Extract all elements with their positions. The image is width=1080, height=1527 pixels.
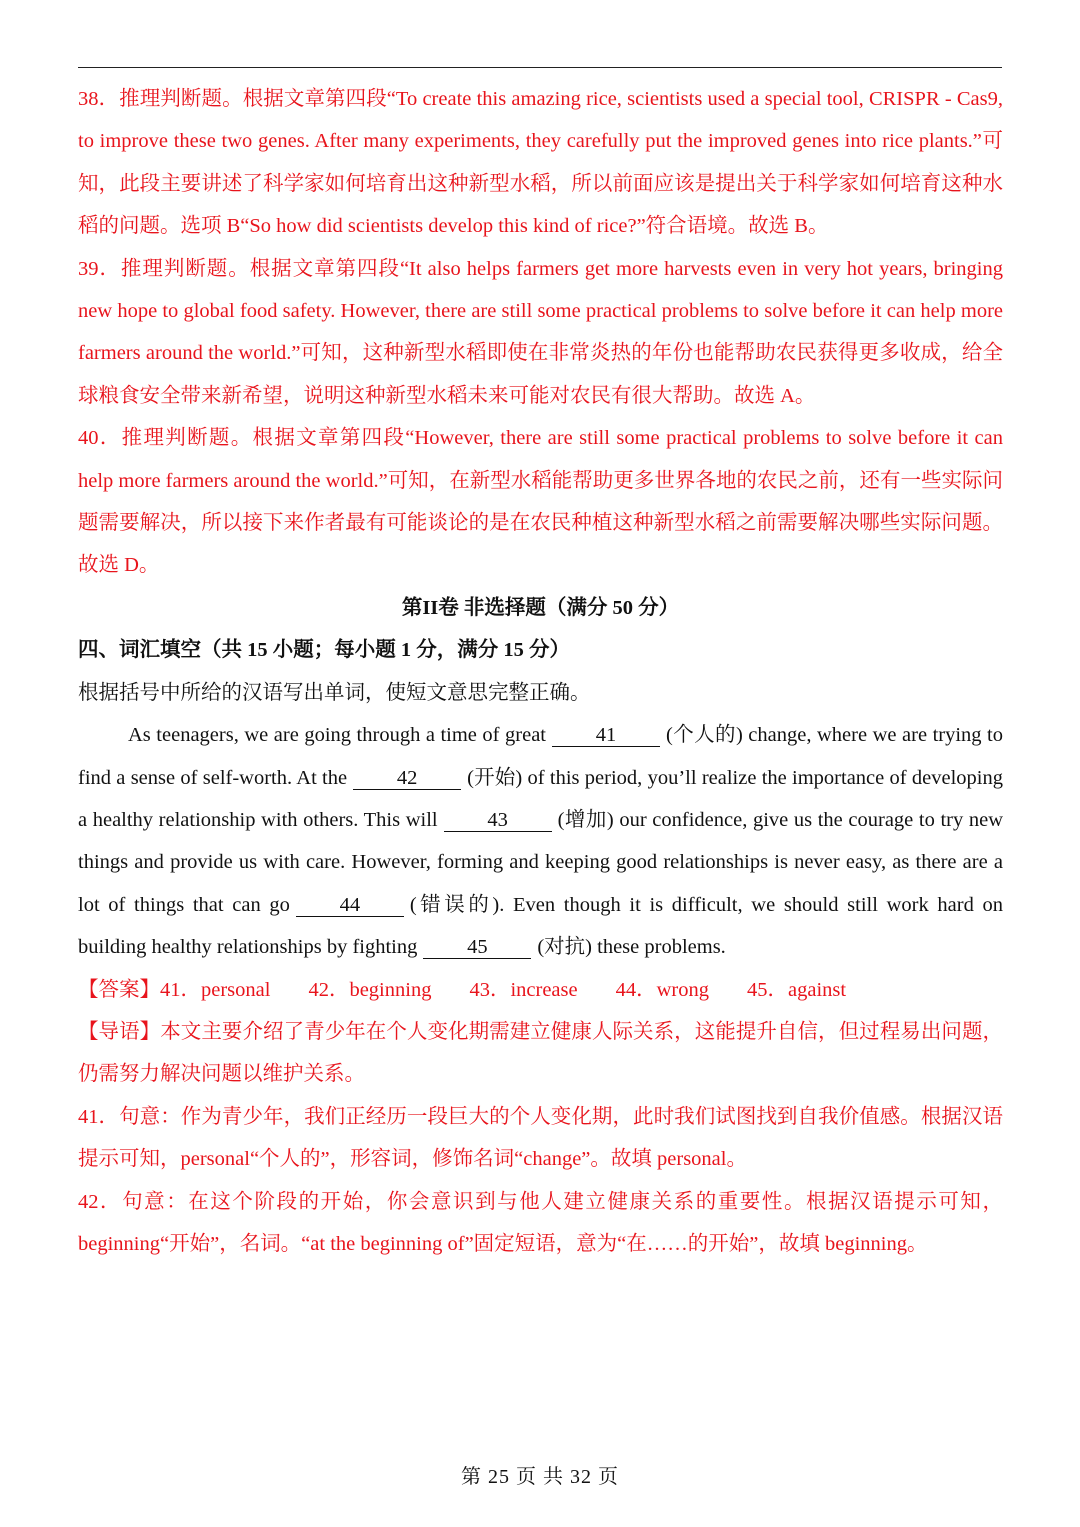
explanation-38: 38．推理判断题。根据文章第四段“To create this amazing rice, scientists used a special tool, CRISPR - Cas9, to improve these two genes. After many experiments, they carefully put the improved genes into rice plants.”可知，此段主要讲述了科学家如何培育出这种新型水稻，所以前面应该是提出关于科学家如何培育这种水稻的问题。选项 B“So how did scientists develop this kind of rice?”符合语境。故选 B。 [78, 88, 1003, 238]
instruction: 根据括号中所给的汉语写出单词，使短文意思完整正确。 [78, 681, 591, 704]
passage-text-4: (增加) our confidence, give us the courage to try new things and provide us with care. However, forming and keeping good relationships is never easy, as there are a lot of things that can go [78, 808, 1004, 916]
page-content [78, 78, 1003, 1265]
blank-44: 44 [296, 894, 404, 917]
blank-42: 42 [353, 767, 461, 790]
answer-41: 41．personal [160, 978, 271, 1001]
answer-line [78, 969, 1003, 1011]
intro-tag: 【导语】 [78, 1020, 161, 1043]
answer-43: 43．increase [469, 978, 578, 1001]
blank-41: 41 [552, 724, 660, 747]
note-42: 42．句意：在这个阶段的开始，你会意识到与他人建立健康关系的重要性。根据汉语提示可知，beginning“开始”，名词。“at the beginning of”固定短语，意为“在……的开始”，故填 beginning。 [78, 1190, 1003, 1255]
passage-text-3: (开始) of this period, you’ll realize the importance of developing a healthy relationship with others. This will [78, 766, 1003, 831]
passage-text-5: (错误的). Even though it is difficult, we should still work hard on building healthy relationships by fighting [78, 893, 1003, 959]
passage-text-1: As teenagers, we are going through a time of great [128, 724, 547, 747]
header-rule [78, 67, 1002, 68]
passage-text-2: (个人的) change, where we are trying to find a sense of self-worth. At the [78, 724, 1004, 789]
intro-paragraph [78, 1011, 1003, 1096]
passage-text-6: (对抗) these problems. [537, 936, 726, 959]
blank-43: 43 [444, 809, 552, 832]
answer-42: 42．beginning [308, 978, 432, 1001]
intro-text: 本文主要介绍了青少年在个人变化期需建立健康人际关系，这能提升自信，但过程易出问题，仍需努力解决问题以维护关系。 [78, 1020, 1004, 1086]
answer-45: 45．against [747, 978, 847, 1001]
blank-45: 45 [423, 936, 531, 959]
note-41: 41．句意：作为青少年，我们正经历一段巨大的个人变化期，此时我们试图找到自我价值感。根据汉语提示可知，personal“个人的”，形容词，修饰名词“change”。故填 personal。 [78, 1105, 1003, 1171]
section-title: 第II卷 非选择题（满分 50 分） [401, 596, 680, 619]
cloze-passage [78, 714, 1003, 968]
answer-tag: 【答案】 [78, 978, 160, 1001]
answer-44: 44．wrong [615, 978, 709, 1001]
explanation-40: 40．推理判断题。根据文章第四段“However, there are still some practical problems to solve before it can help more farmers around the world.”可知，在新型水稻能帮助更多世界各地的农民之前，还有一些实际问题需要解决，所以接下来作者最有可能谈论的是在农民种植这种新型水稻之前需要解决哪些实际问题。故选 D。 [78, 427, 1003, 577]
explanation-39: 39．推理判断题。根据文章第四段“It also helps farmers get more harvests even in very hot years, bringing new hope to global food safety. However, there are still some practical problems to solve before it can help more farmers around the world.”可知，这种新型水稻即使在非常炎热的年份也能帮助农民获得更多收成，给全球粮食安全带来新希望，说明这种新型水稻未来可能对农民有很大帮助。故选 A。 [78, 257, 1003, 407]
page-footer: 第 25 页 共 32 页 [461, 1466, 619, 1488]
part-title: 四、词汇填空（共 15 小题；每小题 1 分，满分 15 分） [78, 639, 570, 662]
